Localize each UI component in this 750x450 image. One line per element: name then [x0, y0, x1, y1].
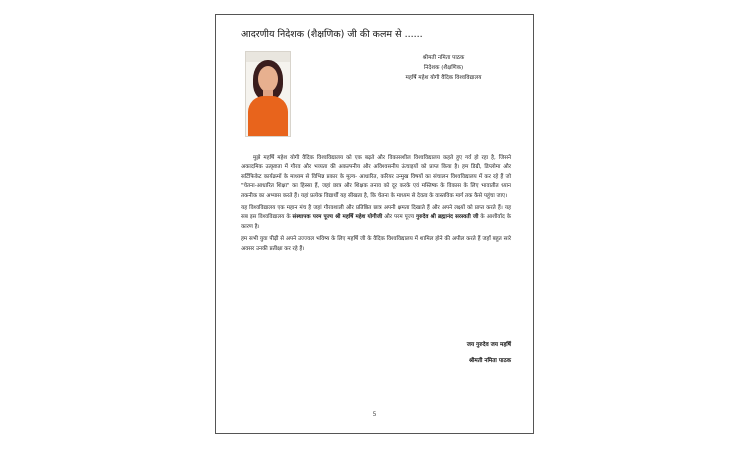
signoff — [401, 337, 511, 369]
author-name: श्रीमती नमिता पाठक — [422, 55, 465, 61]
signoff-salutation: जय गुरुदेव जय महर्षि — [466, 342, 511, 348]
author-designation: निदेशक (शैक्षणिक) — [423, 65, 464, 71]
author-details — [366, 53, 521, 83]
founder-name: संस्थापक परम पूज्य श्री महर्षि महेश योगीजी — [292, 214, 383, 221]
paragraph-2-mid: और परम पूज्य — [382, 214, 417, 221]
photo-face — [258, 66, 278, 92]
signoff-name: श्रीमती नमिता पाठक — [469, 358, 511, 364]
page-number: 5 — [372, 411, 377, 418]
page-heading: आदरणीय निदेशक (शैक्षणिक) जी की कलम से ...... — [241, 29, 423, 40]
author-photo — [245, 51, 291, 137]
message-body — [241, 154, 511, 257]
paragraph-2-start: यह विश्वविद्यालय एक महान मंच है जहां गौरवशाली और प्रतिष्ठित छात्र अपनी क्षमता दिखाते हैं और अपने लक्ष्यों को प्राप्त करते हैं। यह सब इस विश्वविद्यालय के — [241, 205, 511, 221]
author-institution: महर्षि महेश योगी वैदिक विश्वविद्यालय — [405, 75, 482, 81]
paragraph-2-end: के आशीर्वाद के कारण है। — [241, 214, 511, 230]
photo-clothing — [248, 96, 288, 136]
paragraph-3: हम सभी युवा पीढ़ी से अपने उज्ज्वल भविष्य के लिए महर्षि जी के वैदिक विश्वविद्यालय में शामिल होने की अपील करते हैं जहाँ बहुत सारे अवसर उनकी प्रतीक्षा कर रहे हैं। — [241, 236, 511, 252]
paragraph-1: मुझे महर्षि महेश योगी वैदिक विश्वविद्यालय को एक बढ़ते और विकासशील विश्वविद्यालय कहते हुए गर्व हो रहा है, जिसने अकादमिक उत्कृष्टता में गौरव और भव्यता की अकल्पनीय और अविश्वसनीय ऊंचाइयों को प्राप्त किया है। हम डिग्री, डिप्लोमा और सर्टिफिकेट कार्यक्रमों के माध्यम से विभिन्न प्रकार के मूल्य- आधारित, करियर उन्मुख विषयों का संचालन विश्वविद्यालय में कर रहे हैं जो "चेतना-आधारित शिक्षा" का हिस्सा हैं, जहां छात्र और शिक्षक तनाव को दूर करके एवं मस्तिष्क के विकास के लिए भावातीत ध्यान तकनीक का अभ्यास करते हैं। यहां प्रत्येक विद्यार्थी यह सीखता है, कि चेतना के माध्यम से देवत्व के वास्तविक मार्ग तक कैसे पहुंचा जाए। — [241, 155, 511, 199]
paragraph-2 — [241, 204, 511, 232]
gurudev-name: गुरुदेव श्री ब्रह्मानंद सरस्वती जी — [416, 214, 479, 221]
document-page — [215, 14, 534, 434]
